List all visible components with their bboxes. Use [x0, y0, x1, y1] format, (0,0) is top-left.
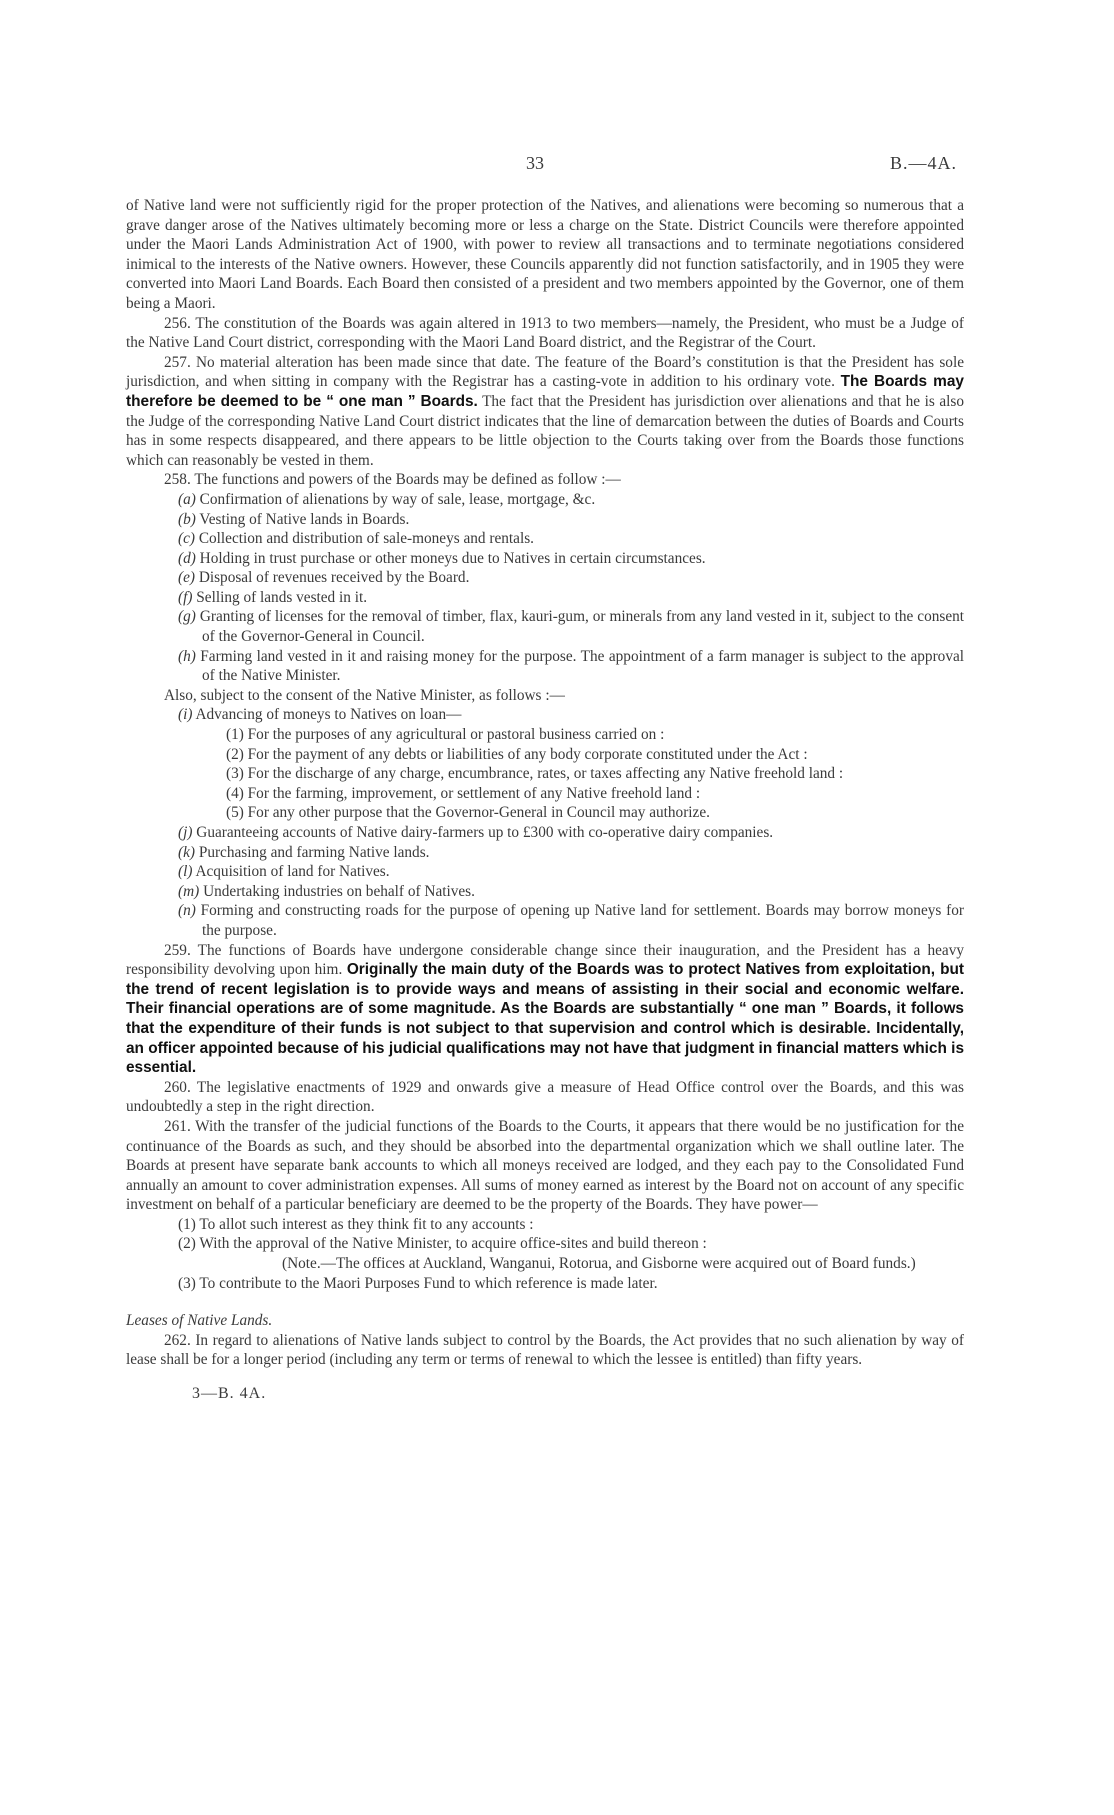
paragraph-258-also: Also, subject to the consent of the Native Minister, as follows :— [164, 686, 565, 704]
paragraph-255-continued: of Native land were not sufficiently rigid for the proper protection of the Natives, and alienations were becoming so numerous that a grave danger arose of the Natives ultimately becoming more or less a charge on the State. District Councils were therefore appointed under the Maori Lands Administration Act of 1900, with power to review all transactions and to terminate negotiations considered inimical to the interests of the Native owners. However, these Councils apparently did not function satisfactorily, and in 1905 they were converted into Maori Land Boards. Each Board then consisted of a president and two members appointed by the Governor, one of them being a Maori. [126, 197, 964, 312]
list-item-text: Acquisition of land for Natives. [195, 863, 390, 881]
paragraph-261: 261. With the transfer of the judicial functions of the Boards to the Courts, it appears that there would be no justification for the continuance of the Boards as such, and they should be absorbed into the departmental organization which we shall outline later. The Boards at present have separate bank accounts to which all moneys received are lodged, and they each pay to the Consolidated Fund annually an amount to cover administration expenses. All sums of money earned as interest by the Board not on account of any specific investment on behalf of a particular beneficiary are deemed to be the property of the Boards. They have power— [126, 1117, 964, 1214]
sub-list-item [126, 784, 964, 804]
list-item-label: (n) [178, 902, 196, 920]
page-number: 33 [526, 153, 544, 173]
list-item-label: (g) [178, 608, 196, 626]
list-item [126, 568, 964, 588]
sub-list-item-text: For the farming, improvement, or settlement of any Native freehold land : [247, 784, 701, 802]
list-item-text: Guaranteeing accounts of Native dairy-farmers up to £300 with co-operative dairy companies. [196, 824, 774, 841]
list-item-text: Purchasing and farming Native lands. [198, 843, 430, 861]
list-item-label: (1) [178, 1215, 196, 1233]
list-item-text: Granting of licenses for the removal of timber, flax, kauri-gum, or minerals from any land vested in it, subject to the consent of the Governor-General in Council. [199, 608, 965, 646]
paragraph-257-text-b: The fact that the President has jurisdiction over alienations and that he is also the Judge of the corresponding Native Land Court district indicates that the line of demarcation between the duties of Boards and Courts has in some respects disappeared, and there appears to be little objection to the Courts taking over from the Boards those functions which can reasonably be vested in them. [126, 392, 964, 469]
list-item-label: (2) [178, 1235, 196, 1253]
list-item-label: (i) [178, 706, 193, 724]
sub-list-item-text: For the discharge of any charge, encumbrance, rates, or taxes affecting any Native freehold land : [247, 765, 844, 783]
sub-list-item-label: (2) [226, 745, 244, 763]
list-item-label: (b) [178, 510, 196, 528]
footer-reference: 3—B. 4A. [192, 1385, 267, 1403]
list-item [126, 843, 964, 863]
list-item-label: (a) [178, 490, 196, 508]
list-item-text: Selling of lands vested in it. [196, 588, 368, 606]
list-item [126, 823, 964, 843]
list-item [126, 647, 964, 686]
list-item [126, 588, 964, 608]
list-item-label: (c) [178, 530, 195, 548]
list-item [126, 607, 964, 646]
paragraph-257 [126, 353, 964, 471]
list-item [126, 1234, 964, 1254]
list-item-text: Confirmation of alienations by way of sale, lease, mortgage, &c. [199, 490, 596, 508]
list-item-label: (j) [178, 824, 193, 841]
list-item [126, 1274, 964, 1294]
note-text: (Note.—The offices at Auckland, Wanganui, Rotorua, and Gisborne were acquired out of Board funds.) [282, 1255, 916, 1273]
list-item [126, 862, 964, 882]
paragraph-259-text: 259. The functions of Boards have undergone considerable change since their inauguration, and the President has a heavy responsibility devolving upon him. [126, 941, 964, 979]
sub-list-item [126, 803, 964, 823]
list-item-text: Vesting of Native lands in Boards. [199, 510, 410, 528]
list-item [126, 490, 964, 510]
sub-list-item-text: For the purposes of any agricultural or pastoral business carried on : [247, 726, 665, 744]
list-item-text: With the approval of the Native Minister, to acquire office-sites and build thereon : [199, 1235, 707, 1253]
list-item-text: Holding in trust purchase or other moneys due to Natives in certain circumstances. [199, 549, 706, 567]
list-item-text: Forming and constructing roads for the purpose of opening up Native land for settlement. Boards may borrow moneys for the purpose. [200, 902, 964, 939]
list-item-label: (m) [178, 882, 200, 900]
paragraph-260: 260. The legislative enactments of 1929 and onwards give a measure of Head Office control over the Boards, and this was undoubtedly a step in the right direction. [126, 1078, 964, 1116]
list-item-label: (k) [178, 843, 195, 861]
list-item-text: Disposal of revenues received by the Board. [198, 569, 470, 587]
list-item-label: (e) [178, 569, 195, 587]
paragraph-262: 262. In regard to alienations of Native lands subject to control by the Boards, the Act provides that no such alienation by way of lease shall be for a longer period (including any term or terms of renewal to which the lessee is entitled) than fifty years. [126, 1331, 964, 1369]
sub-list-item-text: For the payment of any debts or liabilities of any body corporate constituted under the Act : [247, 745, 808, 763]
sub-list-item-text: For any other purpose that the Governor-General in Council may authorize. [247, 804, 710, 822]
list-item [126, 901, 964, 940]
list-item-label: (h) [178, 647, 196, 665]
list-item-label: (f) [178, 588, 193, 606]
list-item-text: Farming land vested in it and raising money for the purpose. The appointment of a farm manager is subject to the approval of the Native Minister. [200, 647, 965, 685]
list-item [126, 882, 964, 902]
sub-list-item [126, 745, 964, 765]
list-item-text: To allot such interest as they think fit to any accounts : [199, 1215, 534, 1233]
list-item-text: Advancing of moneys to Natives on loan— [195, 706, 462, 724]
sub-list-item-label: (1) [226, 726, 244, 744]
sub-list-item [126, 764, 964, 784]
sub-list-item-label: (5) [226, 804, 244, 822]
list-item-text: Collection and distribution of sale-moneys and rentals. [198, 530, 534, 548]
page-header [0, 154, 1114, 178]
body-text [126, 196, 964, 1404]
list-item [126, 1215, 964, 1235]
document-reference: B.—4A. [890, 153, 958, 173]
paragraph-257-text-a: 257. No material alteration has been made since that date. The feature of the Board’s constitution is that the President has sole jurisdiction, and when sitting in company with the Registrar has a casting-vote in addition to his ordinary vote. [126, 353, 964, 391]
list-item-text: To contribute to the Maori Purposes Fund to which reference is made later. [199, 1274, 658, 1292]
paragraph-257-bold: The Boards may therefore be deemed to be “ one man ” Boards. [126, 373, 964, 410]
sub-list-item-label: (3) [226, 765, 244, 783]
paragraph-259-bold: Originally the main duty of the Boards was to protect Natives from exploitation, but the trend of recent legislation is to provide ways and means of assisting in their social and economic welfare. Their financial operations are of some magnitude. As the Boards are substantially “ one man ” Boards, it follows that the expenditure of their funds is not subject to that supervision and control which is desirable. Incidentally, an officer appointed because of his judicial qualifications may not have that judgment in financial matters which is essential. [126, 961, 964, 1077]
list-item-label: (l) [178, 863, 193, 881]
sub-list-item-label: (4) [226, 784, 244, 802]
list-item [126, 510, 964, 530]
paragraph-259 [126, 941, 964, 1078]
list-item-text: Undertaking industries on behalf of Natives. [203, 882, 475, 900]
section-heading: Leases of Native Lands. [126, 1312, 273, 1330]
list-item [126, 529, 964, 549]
paragraph-258-intro: 258. The functions and powers of the Boards may be defined as follow :— [164, 471, 621, 489]
paragraph-256: 256. The constitution of the Boards was again altered in 1913 to two members—namely, the President, who must be a Judge of the Native Land Court district, corresponding with the Maori Land Board district, and the Registrar of the Court. [126, 314, 964, 352]
list-item-label: (d) [178, 549, 196, 567]
list-item-label: (3) [178, 1274, 196, 1292]
list-item [126, 549, 964, 569]
list-item [126, 705, 964, 725]
sub-list-item [126, 725, 964, 745]
